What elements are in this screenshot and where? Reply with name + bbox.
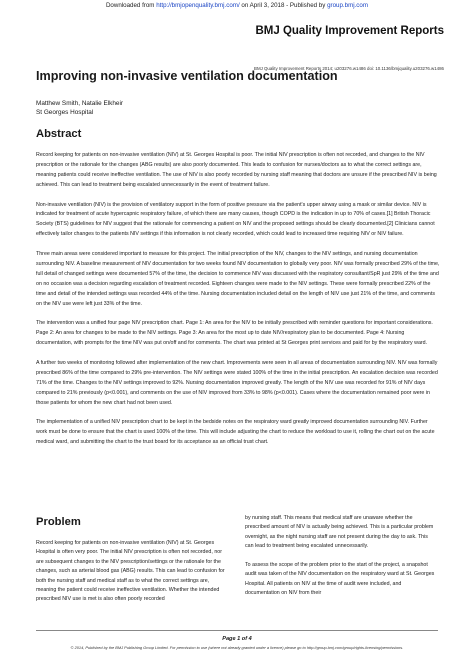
publisher-link[interactable]: group.bmj.com bbox=[327, 2, 369, 9]
abstract-paragraph: Record keeping for patients on non-invasive ventilation (NIV) at St. Georges Hospital is poor. The initial NIV prescription is often not recorded, and changes to the NIV prescription or the rationale for the changes (ABG results) are also poorly documented. This leads to confusion for nurses/doctors as to what the correct settings are, meaning patients could receive ineffective ventilation. The use of NIV is also poorly recorded by nursing staff meaning that doctors are unsure if the prescribed NIV is being achieved. This can lead to treatment being escalated unnecessarily in the event of treatment failure. bbox=[36, 152, 437, 188]
problem-right-column bbox=[245, 514, 437, 608]
download-middle: on April 3, 2018 - Published by bbox=[241, 2, 326, 9]
author-affiliation: St Georges Hospital bbox=[36, 109, 94, 116]
author-names: Matthew Smith, Natalie Elkheir bbox=[36, 100, 124, 107]
abstract-paragraph: A further two weeks of monitoring followed after implementation of the new chart. Improvements were seen in all areas of documentation surrounding NIV. NIV was formally prescribed 86% of the time compared to 29% pre-intervention. The NIV settings were stated 100% of the time in the initial prescription. An escalation decision was recorded 71% of the time. Changes to the NIV settings improved to 92%. Nursing documentation improved greatly. The length of the NIV use was recorded for 91% of NIV days compared to 21% previously (p<0.001), and comments on the use of NIV improved from 33% to 98% (p<0.001). Cases where the documentation remained poor were in those patients for whom the new chart had not been used. bbox=[36, 359, 438, 406]
copyright-notice: © 2014, Published by the BMJ Publishing Group Limited. For permission to use (where not already granted under a licence) please go to http://group.bmj.com/group/rights-licensing/permissions. bbox=[70, 645, 404, 650]
abstract-paragraph: Non-invasive ventilation (NIV) is the provision of ventilatory support in the form of positive pressure via the patient's upper airway using a mask or similar device. NIV is indicated for treatment of acute hypercapnic respiratory failure, of which there are many causes, though COPD is the indication in up to 70% of cases.[1] British Thoracic Society (BTS) guidelines for NIV suggest that the rationale for commencing a patient on NIV and the proposed settings should be clearly documented.[2] Clinicians cannot effectively tailor changes to the patients NIV settings if this information is not clearly recorded, which could lead to increased time requiring NIV or NIV failure. bbox=[36, 201, 435, 238]
footer-divider bbox=[36, 630, 438, 631]
abstract-paragraph: The intervention was a unified four page NIV prescription chart. Page 1: An area for the NIV to be initially prescribed with reminder questions for important considerations. Page 2: An area for changes to be made to the NIV settings. Page 3: An area for the most up to date NIV/respiratory plan to be documented. Page 4: Nursing documentation, with prompts for the time NIV was put on/off and for comments. The chart was printed at St Georges print services and paid for by the respiratory ward. bbox=[36, 320, 433, 347]
abstract-paragraph: The implementation of a unified NIV prescription chart to be kept in the bedside notes on the respiratory ward greatly improved documentation surrounding NIV. Further work must be done to ensure that the chart is used 100% of the time. This will include adjusting the chart to reduce the workload to use it, rolling the chart out on the acute medical ward, and submitting the chart to the trust board for its acceptance as an official trust chart. bbox=[36, 419, 435, 446]
author-block bbox=[36, 99, 123, 117]
citation-line: BMJ Quality Improvement Reports 2014; u203276.w1486 doi: 10.1136/bmjquality.u203276.w1486 bbox=[254, 66, 444, 71]
abstract-body bbox=[36, 151, 440, 458]
abstract-paragraph: Three main areas were considered important to measure for this project. The initial prescription of the NIV, changes to the NIV settings, and nursing documentation surrounding NIV. A baseline measurement of NIV documentation for two weeks found NIV documentation to globally very poor. NIV was formally prescribed 29% of the time, full detail of changed settings were documented 57% of the time, the decision to commence NIV was discussed with the respiratory consultant/SpR just 29% of the time and on no occasion was a decision regarding escalation of treatment recorded. Eighteen changes were made to the NIV settings. These were formally prescribed 22% of the time and detail of the intended settings was recorded 44% of the time. Nursing documentation included detail on the length of NIV use just 21% of the time, and comments on the NIV use were left just 33% of the time. bbox=[36, 251, 440, 307]
download-prefix: Downloaded from bbox=[105, 2, 155, 9]
abstract-heading: Abstract bbox=[36, 128, 82, 140]
journal-name: BMJ Quality Improvement Reports bbox=[255, 25, 444, 37]
article-title: Improving non-invasive ventilation documentation bbox=[36, 69, 338, 83]
problem-paragraph: Record keeping for patients on non-invasive ventilation (NIV) at St. Georges Hospital is often very poor. The initial NIV prescription is often not recorded, nor are subsequent changes to the NIV prescription/settings or the rationale for the changes, such as arterial blood gas (ABG) results. This can lead to confusion for both the nursing staff and medical staff as to what the correct settings are, meaning the patient could receive ineffective ventilation. Whether the intended prescribed NIV use is met is also often poorly recorded bbox=[36, 540, 225, 603]
problem-left-column bbox=[36, 539, 228, 614]
problem-paragraph: To assess the scope of the problem prior to the start of the project, a snapshot audit was taken of the NIV documentation on the respiratory ward at St. Georges Hospital. All patients on NIV at the time of audit were included, and documentation on NIV from their bbox=[245, 562, 435, 597]
source-link[interactable]: http://bmjopenquality.bmj.com/ bbox=[156, 2, 240, 9]
page-number: Page 1 of 4 bbox=[222, 636, 252, 642]
problem-heading: Problem bbox=[36, 516, 81, 528]
download-note bbox=[0, 2, 474, 9]
problem-paragraph: by nursing staff. This means that medical staff are unaware whether the prescribed amount of NIV is actually being achieved. This is a particular problem overnight, as the night nursing staff are not present during the day to ask. This can lead to treatment being escalated unnecessarily. bbox=[245, 515, 434, 550]
